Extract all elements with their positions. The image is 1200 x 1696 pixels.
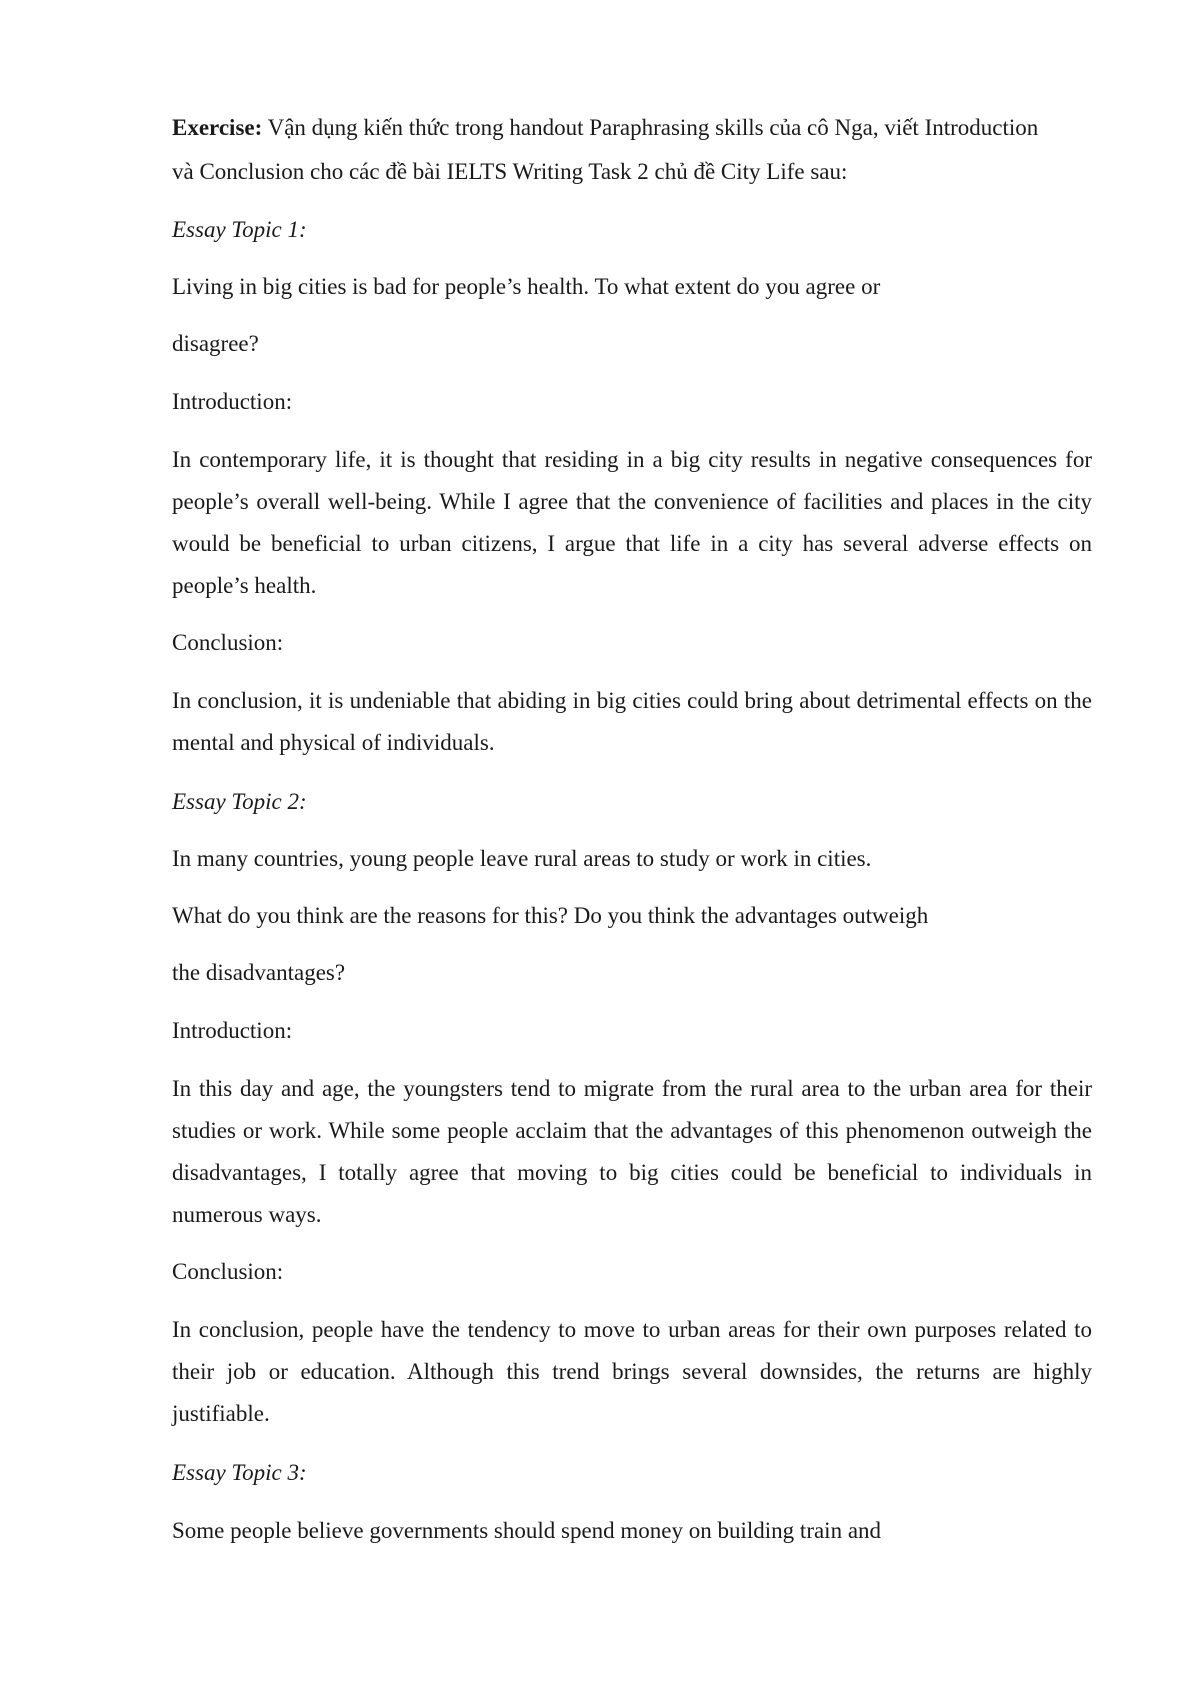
topic-1-question-line-1: Living in big cities is bad for people’s health. To what extent do you agree or bbox=[172, 274, 881, 299]
topic-1-conclusion: In conclusion, it is undeniable that abiding in big cities could bring about detrimental effects on the mental and physical of individuals. bbox=[172, 688, 1092, 755]
topic-2-question-line-2: What do you think are the reasons for this? Do you think the advantages outweigh bbox=[172, 903, 929, 928]
exercise-text-1: Vận dụng kiến thức trong handout Paraphrasing skills của cô Nga, viết Introduction bbox=[267, 115, 1039, 140]
topic-3-question-line-1: Some people believe governments should spend money on building train and bbox=[172, 1518, 882, 1543]
topic-1-introduction-label: Introduction: bbox=[172, 389, 293, 414]
topic-2-question-line-3: the disadvantages? bbox=[172, 960, 346, 985]
topic-2-introduction-label: Introduction: bbox=[172, 1018, 293, 1043]
topic-2-conclusion-label: Conclusion: bbox=[172, 1259, 284, 1284]
topic-2-conclusion: In conclusion, people have the tendency to move to urban areas for their own purposes related to their job or education. Although this trend brings several downsides, the returns are highly justifiable. bbox=[172, 1317, 1092, 1426]
exercise-label: Exercise: bbox=[172, 115, 263, 140]
topic-2-question-line-1: In many countries, young people leave rural areas to study or work in cities. bbox=[172, 846, 872, 871]
topic-2-heading: Essay Topic 2: bbox=[172, 789, 307, 814]
topic-1-introduction: In contemporary life, it is thought that residing in a big city results in negative consequences for people’s overall well-being. While I agree that the convenience of facilities and places in the city would be beneficial to urban citizens, I argue that life in a city has several adverse effects on people’s health. bbox=[172, 447, 1092, 598]
exercise-line-1 bbox=[172, 107, 1092, 149]
exercise-line-2: và Conclusion cho các đề bài IELTS Writing Task 2 chủ đề City Life sau: bbox=[172, 159, 848, 184]
topic-1-question-line-2: disagree? bbox=[172, 331, 259, 356]
topic-1-conclusion-label: Conclusion: bbox=[172, 630, 284, 655]
topic-2-introduction: In this day and age, the youngsters tend to migrate from the rural area to the urban area for their studies or work. While some people acclaim that the advantages of this phenomenon outweigh the disadvantages, I totally agree that moving to big cities could be beneficial to individuals in numerous ways. bbox=[172, 1076, 1092, 1227]
topic-3-heading: Essay Topic 3: bbox=[172, 1460, 307, 1485]
topic-1-heading: Essay Topic 1: bbox=[172, 217, 307, 242]
